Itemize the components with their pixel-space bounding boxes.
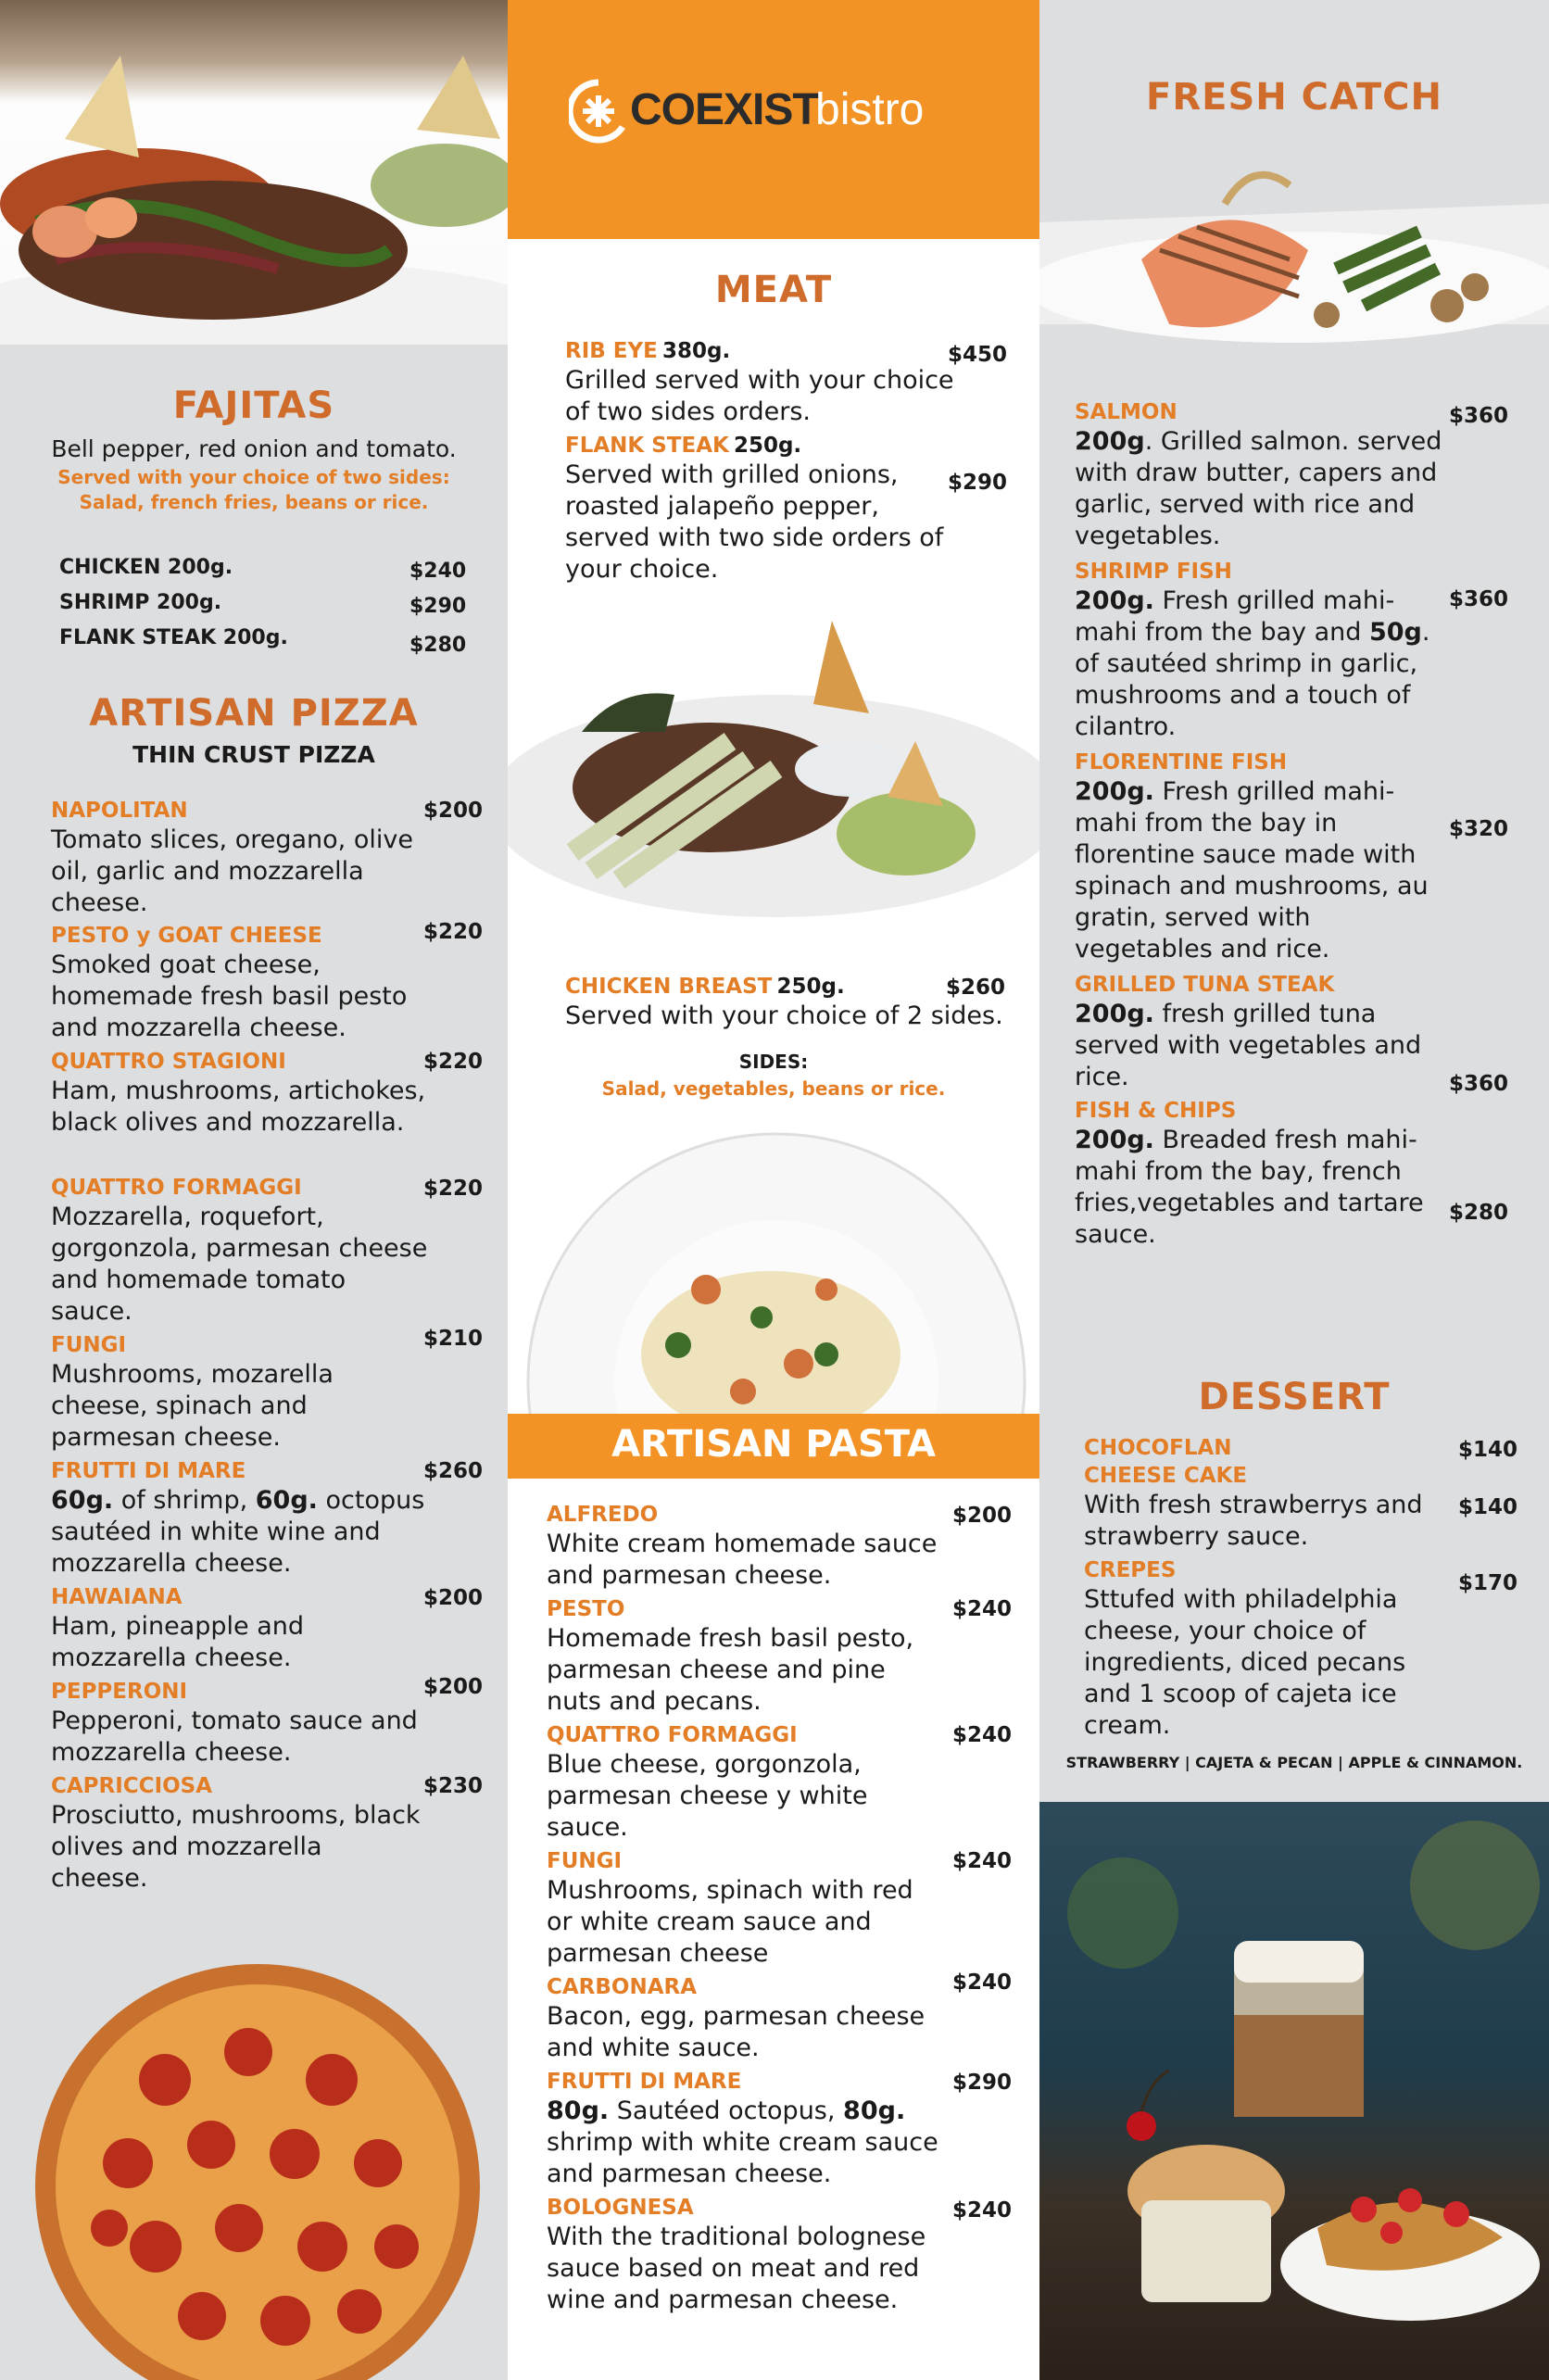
meat-title: MEAT (714, 269, 833, 311)
fish-item-price: $280 (1449, 1201, 1509, 1225)
fish-item (1075, 1097, 1455, 1251)
pasta-item-price: $240 (952, 1597, 1013, 1621)
pizza-item-name: HAWAIANA (51, 1585, 183, 1609)
pasta-item-desc: With the traditional bolognese sauce based on meat and red wine and parmesan cheese. (547, 2223, 926, 2314)
fajitas-item-price: $280 (409, 634, 467, 657)
pizza-item (51, 1331, 422, 1454)
fajitas-sides-note: Served with your choice of two sides: (57, 466, 450, 488)
pizza-item (51, 1174, 431, 1328)
dessert-item-name: CHEESE CAKE (1084, 1464, 1248, 1488)
pasta-item-price: $290 (952, 2071, 1013, 2095)
meat-item-desc: Grilled served with your choice of two sides orders. (565, 366, 954, 426)
pasta-photo (521, 1132, 1030, 1414)
pizza-item-name: QUATTRO FORMAGGI (51, 1176, 302, 1200)
weight: 80g. (547, 2097, 610, 2125)
pizza-item-desc: Ham, mushrooms, artichokes, black olives and mozzarella. (51, 1077, 426, 1137)
desc-text: . Grilled salmon. served with draw butter, capers and garlic, served with rice and vegetables. (1075, 427, 1442, 550)
dessert-item (1084, 1434, 1473, 1462)
pasta-item-name: PESTO (547, 1597, 625, 1621)
pasta-item (547, 1973, 954, 2064)
pizza-item-price: $200 (423, 1586, 484, 1610)
pasta-item-desc: Blue cheese, gorgonzola, parmesan cheese y white sauce. (547, 1750, 868, 1842)
pizza-item-desc: Pepperoni, tomato sauce and mozzarella cheese. (51, 1706, 418, 1767)
middle-column (508, 0, 1039, 2380)
weight: 200g. (1075, 777, 1154, 806)
fajitas-item-price: $290 (409, 595, 467, 618)
pizza-item (51, 797, 422, 919)
pizza-item (51, 1048, 431, 1139)
meat-item-price: $290 (948, 471, 1008, 495)
crepe-flavors: STRAWBERRY | CAJETA & PECAN | APPLE & CINNAMON. (1065, 1754, 1523, 1771)
pasta-item-name: FRUTTI DI MARE (547, 2070, 742, 2094)
pizza-item-price: $220 (423, 1050, 484, 1074)
fish-item-desc (1075, 586, 1455, 743)
fajitas-item-price: $240 (409, 560, 467, 583)
desc-text: Fresh grilled mahi-mahi from the bay in florentine sauce made with spinach and mushrooms, au gratin, served with vegetables and rice. (1075, 777, 1429, 963)
brand-name-light: bistro (815, 85, 925, 134)
meat-item-name: RIB EYE (565, 339, 658, 363)
pasta-item (547, 2068, 945, 2190)
pizza-item-desc: Tomato slices, oregano, olive oil, garlic and mozzarella cheese. (51, 825, 413, 917)
fish-item-name: FLORENTINE FISH (1075, 750, 1288, 774)
pizza-item (51, 922, 431, 1044)
fish-item-desc (1075, 1125, 1455, 1251)
desc-text: Fresh grilled mahi-mahi from the bay and (1075, 586, 1395, 647)
dessert-title: DESSERT (1198, 1376, 1391, 1418)
pasta-item (547, 1721, 926, 1844)
pepperoni-pizza-photo (26, 1950, 489, 2380)
pizza-item-price: $220 (423, 1177, 484, 1201)
pasta-item-name: BOLOGNESA (547, 2196, 694, 2220)
meat-item-price: $260 (946, 976, 1006, 1000)
meat-item-name: FLANK STEAK (565, 434, 729, 458)
fish-item-name: SALMON (1075, 400, 1177, 424)
desc-text: shrimp with white cream sauce and parmesan cheese. (547, 2128, 938, 2188)
pizza-subtitle: THIN CRUST PIZZA (132, 741, 375, 768)
pasta-header-bar (508, 1414, 1039, 1479)
pasta-item-name: ALFREDO (547, 1503, 659, 1527)
fish-item-desc (1075, 999, 1455, 1093)
left-column (0, 0, 508, 2380)
pizza-item (51, 1772, 422, 1895)
brand-logo (569, 79, 986, 144)
steak-photo (508, 602, 1039, 926)
fish-item-desc (1075, 426, 1455, 552)
pizza-item (51, 1457, 431, 1580)
fish-item-desc (1075, 776, 1455, 965)
fish-item (1075, 971, 1455, 1093)
pizza-item-name: NAPOLITAN (51, 799, 188, 823)
right-column (1039, 0, 1549, 2380)
pasta-item-price: $240 (952, 1849, 1013, 1873)
fish-item (1075, 749, 1455, 965)
dessert-item-name: CREPES (1084, 1558, 1177, 1582)
dessert-item (1084, 1462, 1473, 1553)
meat-item-weight: 250g. (776, 975, 845, 999)
pasta-item (547, 1847, 945, 1970)
pasta-item-name: FUNGI (547, 1849, 623, 1873)
fish-item-price: $360 (1449, 404, 1509, 428)
pasta-item-price: $200 (952, 1504, 1013, 1528)
fresh-catch-title: FRESH CATCH (1146, 76, 1442, 119)
fish-item (1075, 558, 1455, 743)
pasta-item-name: CARBONARA (547, 1975, 698, 1999)
fajitas-photo (0, 0, 508, 345)
pizza-item-desc (51, 1485, 431, 1580)
brand-name-bold: COEXIST (630, 85, 819, 134)
fish-item-price: $320 (1449, 817, 1509, 841)
dessert-item-desc: With fresh strawberrys and strawberry sauce. (1084, 1491, 1423, 1551)
pizza-item-desc: Mushrooms, mozarella cheese, spinach and parmesan cheese. (51, 1360, 334, 1452)
desc-text: of shrimp, (113, 1486, 256, 1515)
meat-item (565, 432, 954, 586)
sides-list: Salad, vegetables, beans or rice. (601, 1077, 946, 1100)
fish-item-name: FISH & CHIPS (1075, 1099, 1237, 1123)
fish-item-price: $360 (1449, 587, 1509, 611)
pizza-item-price: $200 (423, 799, 484, 823)
pizza-item-name: PEPPERONI (51, 1680, 188, 1704)
pasta-item-desc (547, 2096, 945, 2190)
meat-item-name: CHICKEN BREAST (565, 975, 773, 999)
desc-text: octopus sautéed in white wine and mozzarella cheese. (51, 1486, 425, 1578)
pasta-item-desc: Homemade fresh basil pesto, parmesan cheese and pine nuts and pecans. (547, 1624, 914, 1716)
weight: 80g. (843, 2097, 906, 2125)
dessert-item-price: $170 (1458, 1571, 1518, 1595)
pasta-item (547, 1595, 945, 1718)
pasta-title: ARTISAN PASTA (611, 1423, 936, 1466)
dessert-item-price: $140 (1458, 1495, 1518, 1519)
desc-text: Sautéed octopus, (609, 2097, 844, 2125)
weight: 50g (1368, 618, 1422, 647)
pizza-item-price: $210 (423, 1327, 484, 1351)
fajitas-title: FAJITAS (172, 384, 335, 427)
weight: 200g (1075, 427, 1145, 456)
desc-text: . of sautéed shrimp in garlic, mushrooms and a touch of cilantro. (1075, 618, 1430, 741)
brand-header (508, 0, 1039, 239)
fish-item-price: $360 (1449, 1072, 1509, 1096)
dessert-item-desc: Sttufed with philadelphia cheese, your choice of ingredients, diced pecans and 1 scoop of cajeta ice cream. (1084, 1585, 1406, 1740)
pizza-item (51, 1583, 422, 1674)
fajitas-item-name: CHICKEN 200g. (59, 556, 233, 579)
dessert-item (1084, 1556, 1455, 1742)
meat-item (565, 337, 963, 428)
pizza-item-desc: Prosciutto, mushrooms, black olives and mozzarella cheese. (51, 1801, 421, 1893)
pizza-item-name: FRUTTI DI MARE (51, 1459, 246, 1483)
fajitas-sides-list: Salad, french fries, beans or rice. (79, 491, 429, 513)
weight: 200g. (1075, 1126, 1154, 1154)
meat-item-weight: 250g. (733, 434, 802, 458)
weight: 60g. (255, 1486, 318, 1515)
pizza-item-price: $200 (423, 1675, 484, 1699)
fish-item-name: GRILLED TUNA STEAK (1075, 973, 1335, 997)
pizza-item-price: $260 (423, 1459, 484, 1483)
fajitas-description: Bell pepper, red onion and tomato. (51, 435, 457, 462)
pizza-item-price: $230 (423, 1774, 484, 1798)
pizza-item-name: QUATTRO STAGIONI (51, 1050, 286, 1074)
dessert-item-name: CHOCOFLAN (1084, 1436, 1232, 1460)
sides-label: SIDES: (738, 1051, 809, 1073)
fajitas-item-name: FLANK STEAK 200g. (59, 626, 288, 649)
pasta-item-desc: Bacon, egg, parmesan cheese and white sauce. (547, 2002, 926, 2062)
pasta-item-price: $240 (952, 2198, 1013, 2223)
meat-item-weight: 380g. (661, 339, 731, 363)
pasta-item-desc: White cream homemade sauce and parmesan cheese. (547, 1530, 938, 1590)
dessert-photo (1039, 1802, 1549, 2380)
pasta-item (547, 1501, 945, 1592)
salmon-photo (1039, 148, 1549, 380)
weight: 60g. (51, 1486, 114, 1515)
fajitas-item-name: SHRIMP 200g. (59, 591, 222, 614)
pasta-item-name: QUATTRO FORMAGGI (547, 1723, 798, 1747)
pasta-item-price: $240 (952, 1723, 1013, 1747)
pizza-item-name: PESTO y GOAT CHEESE (51, 924, 322, 948)
weight: 200g. (1075, 586, 1154, 615)
pasta-item (547, 2194, 936, 2316)
pizza-item-name: FUNGI (51, 1333, 127, 1357)
meat-item-desc: Served with your choice of 2 sides. (565, 1001, 1003, 1030)
dessert-item-price: $140 (1458, 1438, 1518, 1462)
pizza-item-name: CAPRICCIOSA (51, 1774, 213, 1798)
fish-item-name: SHRIMP FISH (1075, 560, 1232, 584)
pizza-item-desc: Smoked goat cheese, homemade fresh basil pesto and mozzarella cheese. (51, 951, 408, 1042)
logo-icon (569, 79, 628, 144)
pizza-item (51, 1678, 422, 1769)
meat-item-desc: Served with grilled onions, roasted jalapeño pepper, served with two side orders of your choice. (565, 460, 944, 584)
pizza-item-price: $220 (423, 920, 484, 944)
pizza-item-desc: Ham, pineapple and mozzarella cheese. (51, 1612, 304, 1672)
pasta-item-price: $240 (952, 1971, 1013, 1995)
meat-item-price: $450 (948, 343, 1008, 367)
weight: 200g. (1075, 1000, 1154, 1028)
fish-item (1075, 398, 1455, 552)
pasta-item-desc: Mushrooms, spinach with red or white cream sauce and parmesan cheese (547, 1876, 913, 1968)
desc-text: Breaded fresh mahi-mahi from the bay, french fries,vegetables and tartare sauce. (1075, 1126, 1424, 1249)
pizza-item-desc: Mozzarella, roquefort, gorgonzola, parmesan cheese and homemade tomato sauce. (51, 1203, 428, 1326)
desc-text: fresh grilled tuna served with vegetables and rice. (1075, 1000, 1422, 1091)
pizza-title: ARTISAN PIZZA (89, 692, 419, 735)
